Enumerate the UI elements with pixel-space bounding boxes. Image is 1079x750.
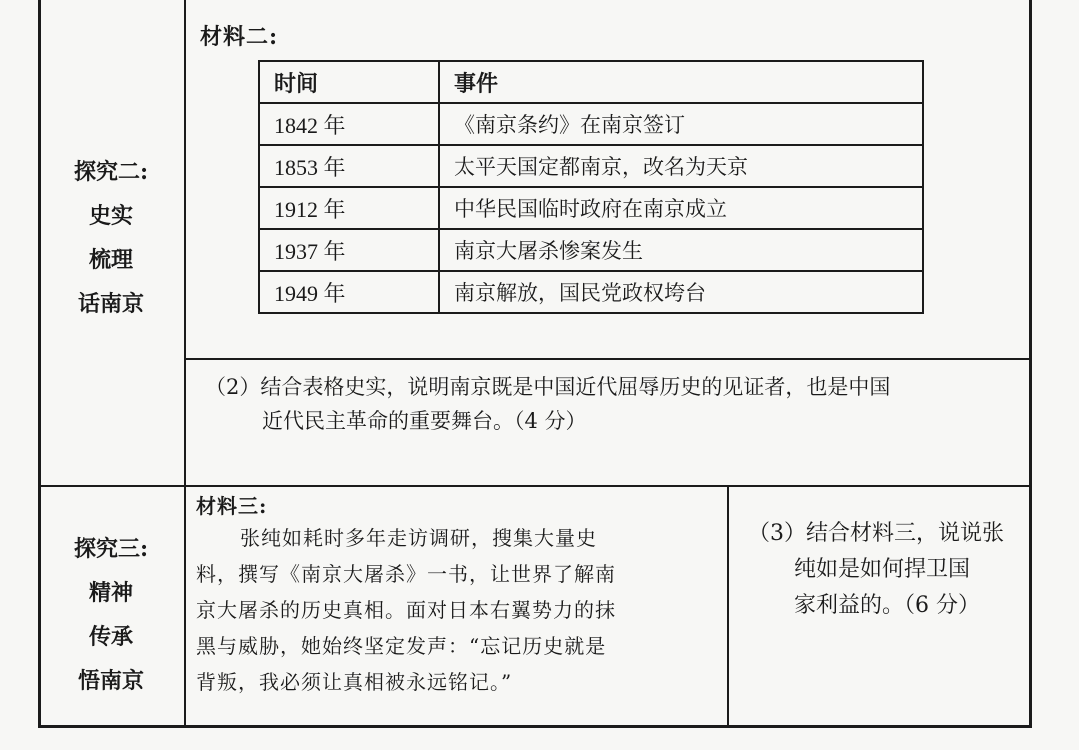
passage-line: 背叛，我必须让真相被永远铭记。” <box>196 670 513 694</box>
cell-time: 1949 年 <box>259 271 439 313</box>
cell-event: 中华民国临时政府在南京成立 <box>439 187 923 229</box>
cell-time: 1912 年 <box>259 187 439 229</box>
passage-line: 张纯如耗时多年走访调研，搜集大量史 <box>240 526 597 550</box>
table-row <box>259 103 923 145</box>
question-3-line: 纯如是如何捍卫国 <box>794 557 971 582</box>
outer-bottom-border <box>38 725 1032 728</box>
outer-right-border <box>1029 0 1032 728</box>
header-event: 事件 <box>439 61 923 103</box>
question-3-line: 家利益的。（6 分） <box>794 593 980 618</box>
table-row <box>259 145 923 187</box>
cell-time: 1842 年 <box>259 103 439 145</box>
section2-label-line: 话南京 <box>77 291 144 317</box>
events-table <box>258 60 924 314</box>
header-time: 时间 <box>259 61 439 103</box>
material3-title: 材料三: <box>196 494 268 518</box>
label-column-divider <box>184 0 186 728</box>
material3-passage <box>196 520 721 700</box>
section3-label-line: 传承 <box>88 624 133 650</box>
cell-event: 南京解放，国民党政权垮台 <box>439 271 923 313</box>
section3-label-line: 悟南京 <box>77 668 144 694</box>
material3-question-divider <box>727 485 729 728</box>
question-3 <box>748 516 1026 624</box>
table-row <box>259 271 923 313</box>
passage-line: 料，撰写《南京大屠杀》一书，让世界了解南 <box>196 562 616 586</box>
section2-label <box>38 150 184 326</box>
cell-event: 《南京条约》在南京签订 <box>439 103 923 145</box>
section3-label <box>38 527 184 703</box>
cell-event: 南京大屠杀惨案发生 <box>439 229 923 271</box>
material2-title: 材料二: <box>200 24 279 50</box>
section2-label-line: 梳理 <box>88 247 133 273</box>
table-header-row <box>259 61 923 103</box>
section2-label-line: 探究二: <box>73 159 149 185</box>
cell-event: 太平天国定都南京，改名为天京 <box>439 145 923 187</box>
passage-line: 京大屠杀的历史真相。面对日本右翼势力的抹 <box>196 598 616 622</box>
passage-line: 黑与威胁，她始终坚定发声：“忘记历史就是 <box>196 634 607 658</box>
table-row <box>259 187 923 229</box>
cell-time: 1853 年 <box>259 145 439 187</box>
section3-label-line: 精神 <box>88 580 133 606</box>
section2-label-line: 史实 <box>88 203 133 229</box>
question-2 <box>205 370 1020 438</box>
table-row <box>259 229 923 271</box>
question-2-line: 近代民主革命的重要舞台。（4 分） <box>262 409 587 433</box>
question-3-line: （3）结合材料三，说说张 <box>748 521 1004 546</box>
material-question-divider <box>184 358 1032 360</box>
question-2-line: （2）结合表格史实，说明南京既是中国近代屈辱历史的见证者，也是中国 <box>205 375 891 399</box>
section3-label-line: 探究三: <box>73 536 149 562</box>
section-divider <box>38 485 1032 487</box>
cell-time: 1937 年 <box>259 229 439 271</box>
